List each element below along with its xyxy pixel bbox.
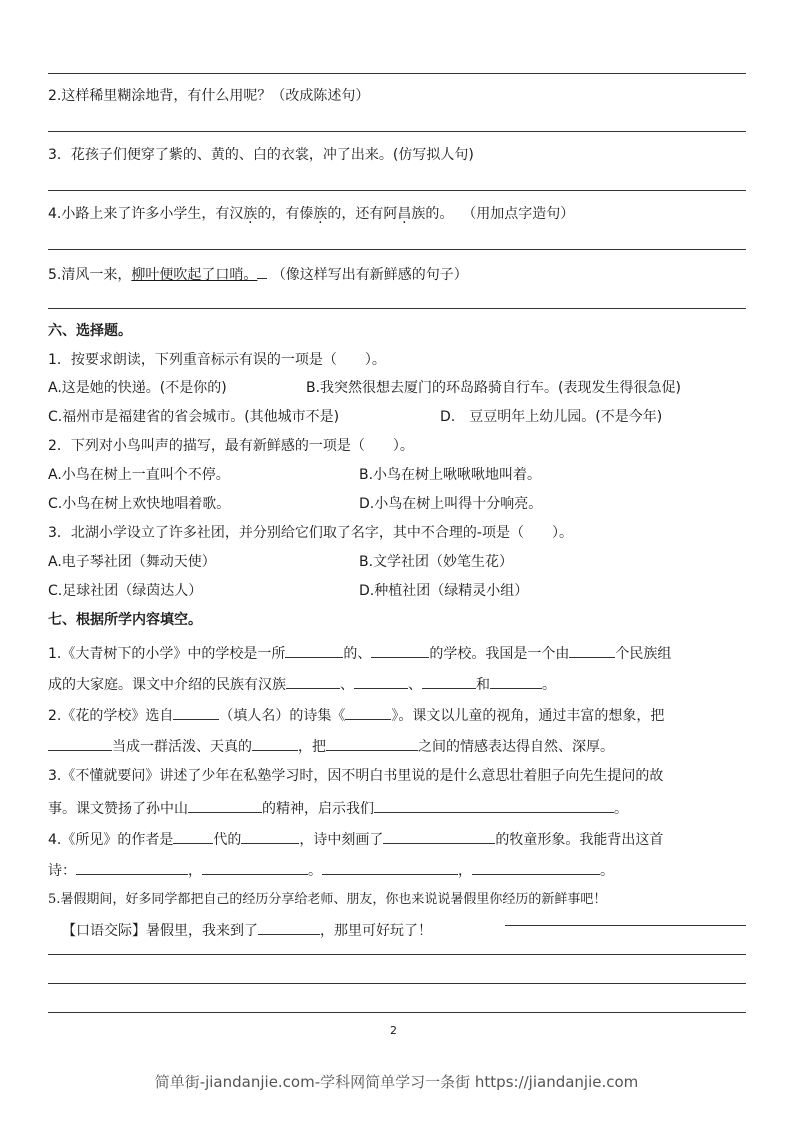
blank[interactable] — [252, 736, 298, 751]
rewrite-q5: 5.清风一来，柳叶便吹起了口哨。 （像这样写出有新鲜感的句子） — [48, 264, 468, 284]
footer-watermark: 简单街-jiandanjie.com-学科网简单学习一条街 https://jiandanjie.com — [154, 1073, 639, 1091]
blank[interactable] — [345, 705, 391, 720]
blank[interactable] — [383, 829, 495, 844]
s7-q4-line1: 4.《所见》的作者是 代的 ，诗中刻画了 的牧童形象。我能背出这首 — [48, 829, 663, 849]
oral-communication: 【口语交际】暑假里，我来到了 ，那里可好玩了！ — [62, 920, 432, 940]
answer-line[interactable] — [48, 1012, 746, 1013]
blank[interactable] — [241, 829, 299, 844]
page-number: 2 — [390, 1024, 397, 1037]
blank[interactable] — [188, 798, 262, 813]
section-7-title: 七、根据所学内容填空。 — [48, 612, 202, 628]
s7-q3-line1: 3.《不懂就要问》讲述了少年在私塾学习时，因不明白书里说的是什么意思壮着胆子向先生提问的故 — [48, 768, 664, 784]
rewrite-q4: 4.小路上来了许多小学生，有汉族的， ·有傣族的， ·还有阿昌族的。 · （用加点字造句） — [48, 205, 574, 223]
blank[interactable] — [490, 674, 542, 689]
answer-line — [48, 131, 746, 132]
s7-q1-line1: 1.《大青树下的小学》中的学校是一所 的、 的学校。我国是一个由 个民族组 — [48, 643, 671, 663]
blank[interactable] — [374, 798, 614, 813]
blank[interactable] — [285, 643, 343, 658]
answer-line[interactable] — [505, 925, 746, 926]
s6-q3-option-c: C.足球社团（绿茵达人） — [48, 583, 203, 599]
s7-q3-line2: 事。课文赞扬了孙中山 的精神，启示我们 。 — [48, 798, 628, 818]
s7-q2-line1: 2.《花的学校》选自 （填人名）的诗集《 》。课文以儿童的视角，通过丰富的想象，把 — [48, 705, 664, 725]
s6-q3-option-a: A.电子琴社团（舞动天使） — [48, 554, 216, 570]
answer-line — [48, 73, 746, 74]
section-6-title: 六、选择题。 — [48, 323, 132, 339]
s6-q1-option-c: C.福州市是福建省的省会城市。(其他城市不是) — [48, 409, 340, 425]
rewrite-q2: 2.这样稀里糊涂地背，有什么用呢？（改成陈述句） — [48, 88, 370, 104]
s6-q3-option-d: D.种植社团（绿精灵小组） — [359, 583, 529, 599]
blank[interactable] — [286, 674, 340, 689]
s6-q2-option-c: C.小鸟在树上欢快地唱着歌。 — [48, 496, 231, 512]
s6-q3: 3．北湖小学设立了许多社团，并分别给它们取了名字，其中不合理的-项是（ ）。 — [48, 525, 573, 541]
s7-q4-line2: 诗： ， 。 ， 。 — [48, 860, 614, 880]
s6-q1-option-b: B.我突然很想去厦门的环岛路骑自行车。(表现发生得很急促) — [306, 380, 681, 396]
blank[interactable] — [48, 736, 112, 751]
blank[interactable] — [371, 643, 429, 658]
s6-q2-option-b: B.小鸟在树上啾啾啾地叫着。 — [359, 467, 542, 483]
blank[interactable] — [354, 674, 408, 689]
s6-q1-option-a: A.这是她的快递。(不是你的) — [48, 380, 227, 396]
s6-q2-option-a: A.小鸟在树上一直叫个不停。 — [48, 467, 230, 483]
s6-q1: 1．按要求朗读，下列重音标示有误的一项是（ ）。 — [48, 352, 386, 368]
blank[interactable] — [569, 643, 615, 658]
s6-q2-option-d: D.小鸟在树上叫得十分响亮。 — [359, 496, 543, 512]
blank[interactable] — [76, 860, 188, 875]
blank[interactable] — [326, 736, 418, 751]
s7-q5: 5.暑假期间，好多同学都把自己的经历分享给老师、朋友，你也来说说暑假里你经历的新鲜事吧！ — [48, 892, 607, 907]
answer-line — [48, 308, 746, 309]
blank[interactable] — [322, 860, 458, 875]
blank[interactable] — [202, 860, 308, 875]
blank[interactable] — [472, 860, 600, 875]
s6-q1-option-d: D. 豆豆明年上幼儿园。(不是今年) — [440, 409, 663, 425]
s6-q2: 2．下列对小鸟叫声的描写，最有新鲜感的一项是（ ）。 — [48, 438, 414, 454]
answer-line — [48, 190, 746, 191]
answer-line[interactable] — [48, 983, 746, 984]
blank[interactable] — [422, 674, 476, 689]
s7-q2-line2: 当成一群活泼、天真的 ，把 之间的情感表达得自然、深厚。 — [48, 736, 614, 756]
blank[interactable] — [173, 705, 219, 720]
blank[interactable] — [258, 920, 320, 935]
rewrite-q3: 3．花孩子们便穿了紫的、黄的、白的衣裳，冲了出来。(仿写拟人句) — [48, 147, 474, 163]
s6-q3-option-b: B.文学社团（妙笔生花） — [359, 554, 514, 570]
answer-line[interactable] — [48, 954, 746, 955]
blank[interactable] — [173, 829, 213, 844]
s7-q1-line2: 成的大家庭。课文中介绍的民族有汉族 、 、 和 。 — [48, 674, 556, 694]
answer-line — [48, 249, 746, 250]
